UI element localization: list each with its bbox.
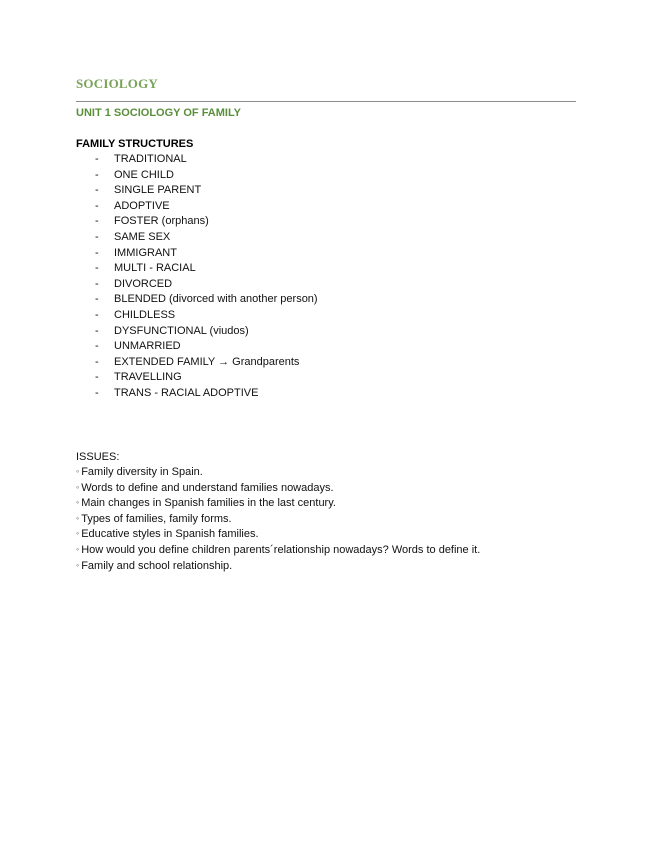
circle-bullet-icon: ◦: [76, 466, 80, 477]
circle-bullet-icon: ◦: [76, 528, 80, 539]
list-item: - DYSFUNCTIONAL (viudos): [76, 324, 576, 340]
issues-list: [76, 465, 576, 574]
list-item: ◦ Family diversity in Spain.: [76, 466, 203, 479]
list-item: - CHILDLESS: [76, 308, 576, 324]
dash-bullet: -: [95, 355, 99, 368]
dash-bullet: -: [95, 230, 99, 243]
dash-bullet: -: [95, 262, 99, 275]
circle-bullet-icon: ◦: [76, 544, 80, 555]
dash-bullet: -: [95, 277, 99, 290]
dash-bullet: -: [95, 324, 99, 337]
list-item: - SAME SEX: [76, 230, 576, 246]
list-item: - UNMARRIED: [76, 339, 576, 355]
dash-bullet: -: [95, 371, 99, 384]
circle-bullet-icon: ◦: [76, 559, 80, 570]
list-item: ◦ Words to define and understand families nowadays.: [76, 481, 334, 494]
dash-bullet: -: [95, 246, 99, 259]
circle-bullet-icon: ◦: [76, 512, 80, 523]
dash-bullet: -: [95, 215, 99, 228]
dash-bullet: -: [95, 293, 99, 306]
list-item: - ADOPTIVE: [76, 199, 576, 215]
dash-bullet: -: [95, 168, 99, 181]
list-item: - EXTENDED FAMILY → Grandparents: [76, 355, 576, 371]
dash-bullet: -: [95, 386, 99, 399]
family-structures-heading: FAMILY STRUCTURES: [76, 138, 194, 150]
list-item: - FOSTER (orphans): [76, 214, 576, 230]
document-title: SOCIOLOGY: [76, 76, 158, 91]
list-item: - DIVORCED: [76, 277, 576, 293]
dash-bullet: -: [95, 340, 99, 353]
dash-bullet: -: [95, 308, 99, 321]
family-structures-list: [76, 152, 576, 402]
list-item: - ONE CHILD: [76, 168, 576, 184]
dash-bullet: -: [95, 199, 99, 212]
list-item: - SINGLE PARENT: [76, 183, 576, 199]
horizontal-rule: [76, 101, 576, 102]
document-page: [76, 76, 576, 574]
list-item: ◦ Main changes in Spanish families in the last century.: [76, 497, 336, 510]
list-item: - BLENDED (divorced with another person): [76, 292, 576, 308]
dash-bullet: -: [95, 184, 99, 197]
issues-heading: ISSUES:: [76, 450, 120, 463]
list-item: - TRADITIONAL: [76, 152, 576, 168]
list-item: ◦ Family and school relationship.: [76, 559, 233, 572]
list-item: - IMMIGRANT: [76, 246, 576, 262]
circle-bullet-icon: ◦: [76, 481, 80, 492]
dash-bullet: -: [95, 153, 99, 165]
list-item: ◦ Educative styles in Spanish families.: [76, 528, 259, 541]
unit-heading: UNIT 1 SOCIOLOGY OF FAMILY: [76, 107, 242, 119]
list-item: ◦ Types of families, family forms.: [76, 512, 232, 525]
list-item: - MULTI - RACIAL: [76, 261, 576, 277]
list-item: - TRANS - RACIAL ADOPTIVE: [76, 386, 576, 402]
list-item: ◦ How would you define children parents´relationship nowadays? Words to define it.: [76, 544, 481, 557]
list-item: - TRAVELLING: [76, 370, 576, 386]
circle-bullet-icon: ◦: [76, 497, 80, 508]
